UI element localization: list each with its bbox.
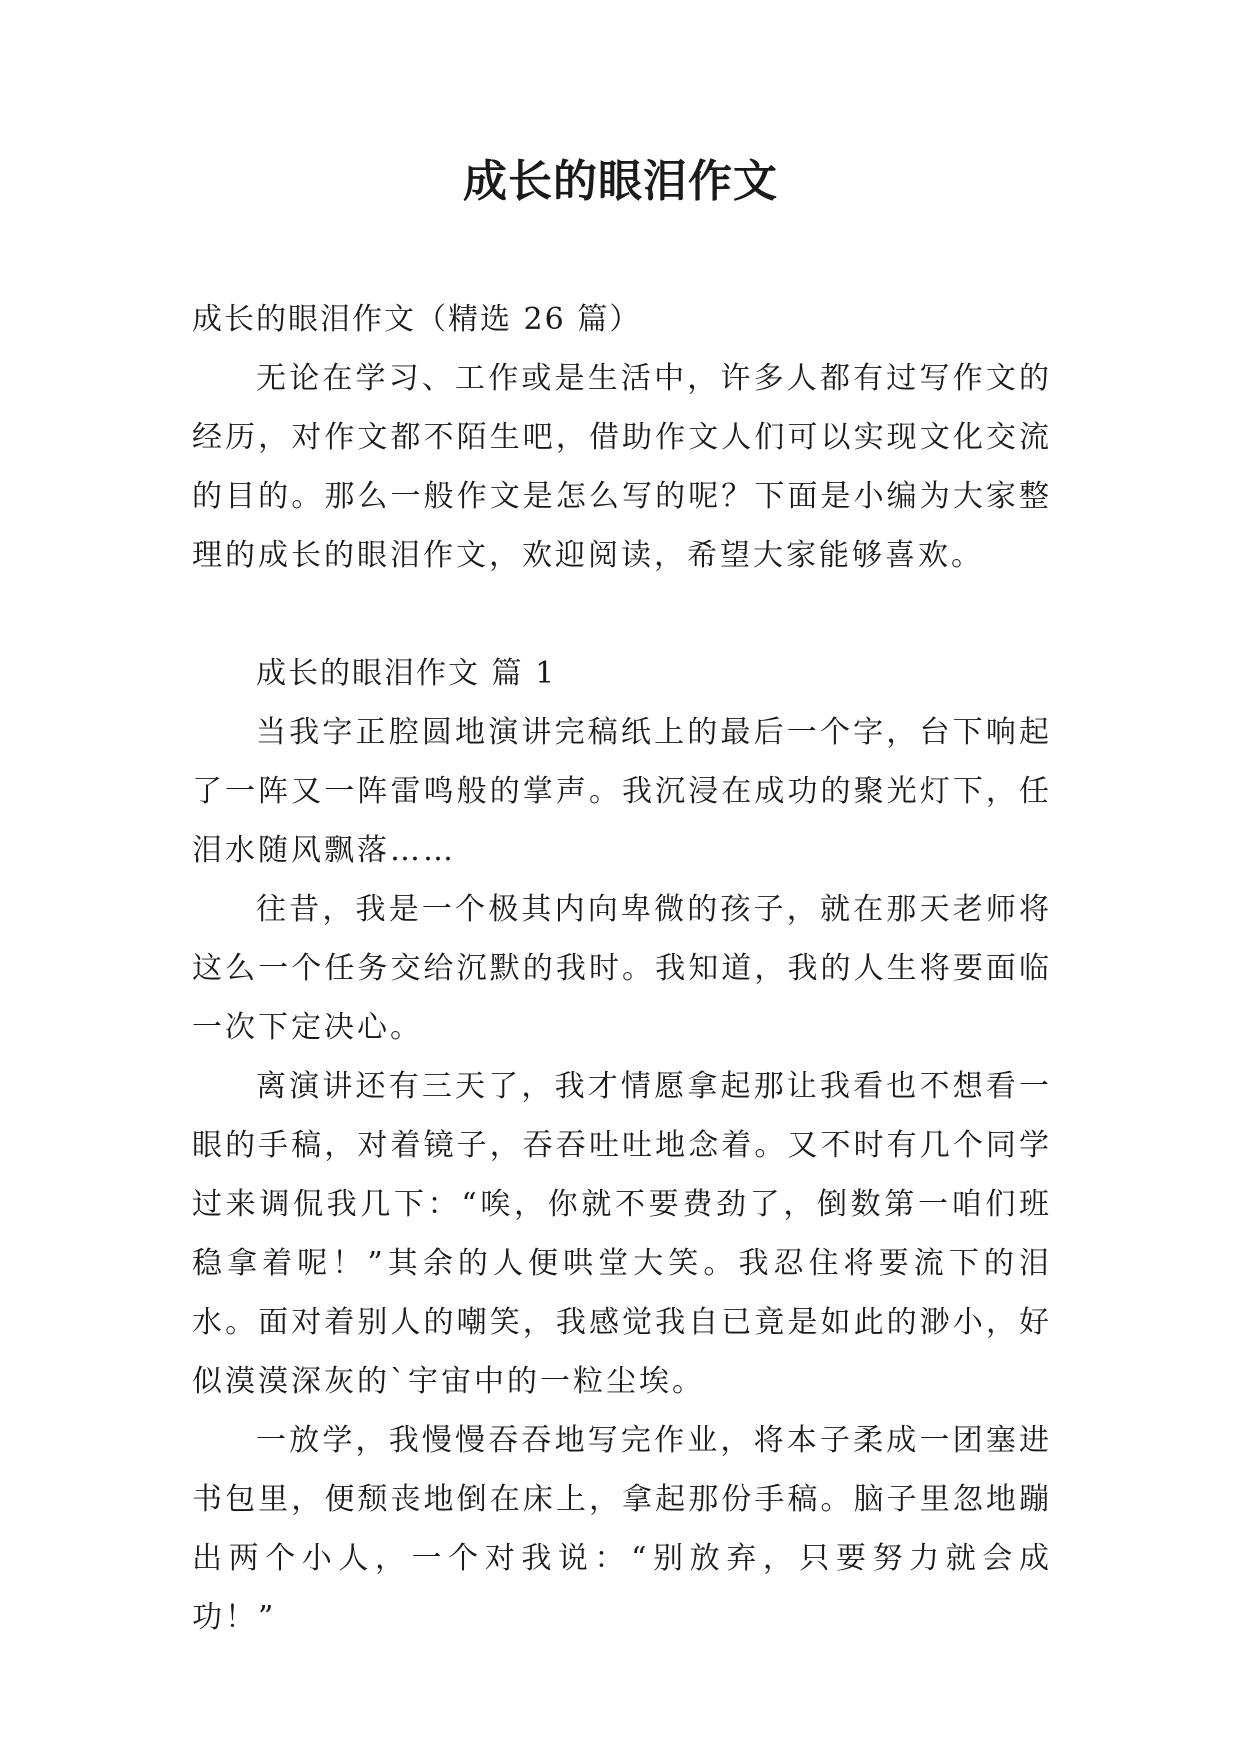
body-paragraph: 离演讲还有三天了，我才情愿拿起那让我看也不想看一眼的手稿，对着镜子，吞吞吐吐地念着。又不时有几个同学过来调侃我几下：“唉，你就不要费劲了，倒数第一咱们班稳拿着呢！”其余的人便哄堂大笑。我忍住将要流下的泪水。面对着别人的嘲笑，我感觉我自已竟是如此的渺小，好似漠漠深灰的`宇宙中的一粒尘埃。 [192,1069,1052,1399]
page-title: 成长的眼泪作文 [463,156,778,207]
document-subtitle: 成长的眼泪作文（精选 26 篇） [192,302,642,337]
body-paragraph: 当我字正腔圆地演讲完稿纸上的最后一个字，台下响起了一阵又一阵雷鸣般的掌声。我沉浸在成功的聚光灯下，任泪水随风飘落…… [192,715,1052,868]
document-body [192,290,1052,1647]
body-paragraph: 一放学，我慢慢吞吞地写完作业，将本子柔成一团塞进书包里，便颓丧地倒在床上，拿起那份手稿。脑子里忽地蹦出两个小人，一个对我说：“别放弃，只要努力就会成功！” [192,1423,1052,1635]
chapter-heading: 成长的眼泪作文 篇 1 [256,656,557,691]
intro-paragraph: 无论在学习、工作或是生活中，许多人都有过写作文的经历，对作文都不陌生吧，借助作文人们可以实现文化交流的目的。那么一般作文是怎么写的呢？下面是小编为大家整理的成长的眼泪作文，欢迎阅读，希望大家能够喜欢。 [192,361,1052,573]
body-paragraph: 往昔，我是一个极其内向卑微的孩子，就在那天老师将这么一个任务交给沉默的我时。我知道，我的人生将要面临一次下定决心。 [192,892,1052,1045]
